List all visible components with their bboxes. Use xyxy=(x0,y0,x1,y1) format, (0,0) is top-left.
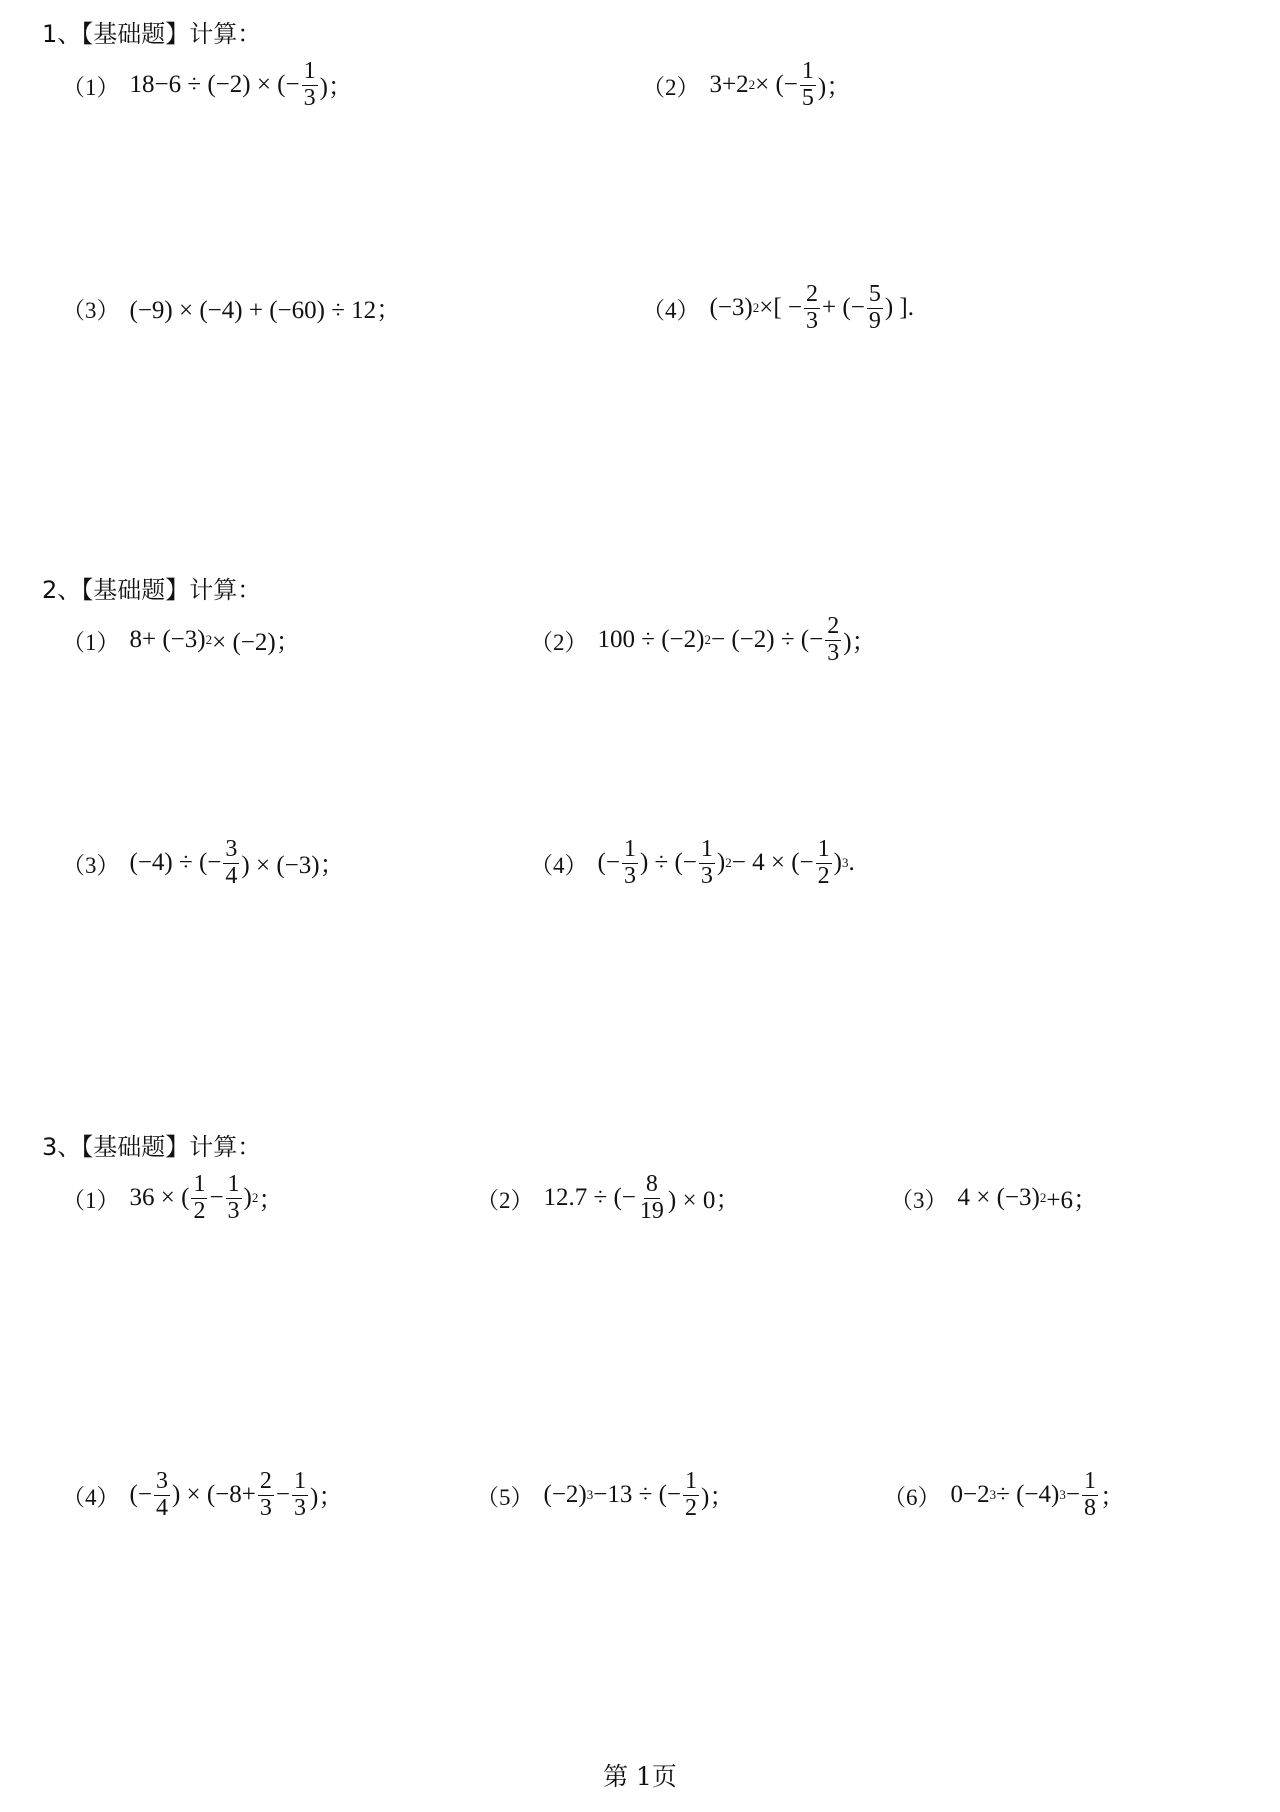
problem-label: （3） xyxy=(890,1187,948,1213)
fraction xyxy=(800,59,816,110)
section-3-header: 3、【基础题】计算： xyxy=(42,1133,262,1161)
expression-text: ； xyxy=(1099,1484,1125,1511)
problem-2-3 xyxy=(62,823,345,903)
problem-2-1 xyxy=(62,600,301,680)
numerator: 1 xyxy=(294,1468,306,1495)
problem-label: （2） xyxy=(642,74,700,100)
expression-text: 4 × (−3) xyxy=(957,1184,1040,1211)
numerator: 1 xyxy=(817,836,830,863)
expression-text: 12.7 ÷ (− xyxy=(543,1184,636,1211)
denominator: 2 xyxy=(193,1197,206,1224)
denominator: 4 xyxy=(225,862,238,889)
denominator: 4 xyxy=(155,1494,168,1521)
fraction xyxy=(638,1172,666,1223)
expression-text: ) ]. xyxy=(884,294,914,321)
expression-text: (−3) xyxy=(709,294,753,321)
problem-1-2 xyxy=(642,45,851,125)
numerator: 2 xyxy=(259,1468,272,1495)
expression-text: ) × (−3)； xyxy=(241,852,345,879)
problem-3-1 xyxy=(62,1158,283,1238)
problem-label: （1） xyxy=(62,1187,120,1213)
expression-text: )； xyxy=(843,629,877,656)
exponent: 2 xyxy=(251,1190,259,1205)
fraction xyxy=(683,1469,699,1520)
expression-text: 0−2 xyxy=(950,1481,990,1508)
numerator: 1 xyxy=(1083,1468,1096,1495)
exponent: 3 xyxy=(1059,1487,1066,1502)
expression-text: (−4) ÷ (− xyxy=(129,849,222,876)
section-1-header: 1、【基础题】计算： xyxy=(42,20,262,48)
fraction xyxy=(226,1172,242,1223)
fraction xyxy=(867,282,883,333)
numerator: 1 xyxy=(193,1171,206,1198)
problem-3-2 xyxy=(476,1158,740,1238)
page-number: 第 1页 xyxy=(603,1762,677,1791)
problem-label: （2） xyxy=(476,1187,534,1213)
numerator: 8 xyxy=(645,1171,658,1198)
numerator: 3 xyxy=(225,836,238,863)
expression-text: + (− xyxy=(822,294,865,321)
expression-text: − 4 × (− xyxy=(731,849,814,876)
fraction xyxy=(191,1172,207,1223)
problem-1-4 xyxy=(642,268,914,348)
problem-label: （1） xyxy=(62,74,120,100)
expression-text: 3+2 xyxy=(709,71,749,98)
expression-text: ) xyxy=(833,849,842,876)
fraction xyxy=(622,837,638,888)
problem-label: （2） xyxy=(530,629,588,655)
expression-text: (−2) xyxy=(543,1481,587,1508)
section-2-header: 2、【基础题】计算： xyxy=(42,576,262,604)
numerator: 1 xyxy=(227,1171,240,1198)
expression-text: )； xyxy=(817,74,852,101)
expression-text: (−9) × (−4) + (−60) ÷ 12； xyxy=(129,297,402,324)
denominator: 3 xyxy=(806,307,819,334)
fraction xyxy=(258,1469,274,1520)
denominator: 3 xyxy=(303,84,316,111)
exponent: 3 xyxy=(841,855,849,870)
expression-text: (− xyxy=(597,849,620,876)
numerator: 3 xyxy=(155,1468,168,1495)
denominator: 9 xyxy=(868,307,881,334)
denominator: 3 xyxy=(227,1197,240,1224)
expression-text: ÷ (−4) xyxy=(996,1481,1060,1508)
expression-text: ) × (−8+ xyxy=(171,1481,256,1508)
denominator: 8 xyxy=(1083,1494,1096,1521)
expression-text: −13 ÷ (− xyxy=(593,1481,681,1508)
expression-text: ) ÷ (− xyxy=(639,849,697,876)
denominator: 3 xyxy=(294,1494,306,1521)
numerator: 1 xyxy=(685,1468,697,1495)
problem-label: （3） xyxy=(62,297,120,323)
exponent: 2 xyxy=(752,300,760,315)
expression-text: 18−6 ÷ (−2) × (− xyxy=(129,71,300,98)
denominator: 3 xyxy=(827,639,840,666)
exponent: 2 xyxy=(748,77,756,92)
problem-label: （5） xyxy=(476,1484,534,1510)
expression-text: − (−2) ÷ (− xyxy=(710,626,824,653)
expression-text: × (−2)； xyxy=(212,629,301,656)
numerator: 5 xyxy=(868,281,881,308)
expression-text: ×[ − xyxy=(759,294,803,321)
expression-text: − xyxy=(275,1481,290,1508)
numerator: 2 xyxy=(827,613,840,640)
denominator: 3 xyxy=(259,1494,272,1521)
expression-text: (− xyxy=(129,1481,152,1508)
fraction xyxy=(223,837,239,888)
expression-text: )； xyxy=(319,74,353,101)
denominator: 19 xyxy=(639,1197,664,1224)
fraction xyxy=(1082,1469,1098,1520)
fraction xyxy=(825,614,841,665)
expression-text: × (− xyxy=(755,71,798,98)
problem-2-4 xyxy=(530,823,855,903)
fraction xyxy=(302,59,318,110)
exponent: 2 xyxy=(704,632,711,647)
expression-text: ) × 0； xyxy=(667,1187,741,1214)
numerator: 1 xyxy=(700,836,713,863)
problem-label: （3） xyxy=(62,852,120,878)
expression-text: 100 ÷ (−2) xyxy=(597,626,705,653)
expression-text: )； xyxy=(310,1484,344,1511)
fraction xyxy=(816,837,832,888)
problem-1-1 xyxy=(62,45,353,125)
exponent: 2 xyxy=(205,632,213,647)
fraction xyxy=(804,282,820,333)
fraction xyxy=(154,1469,170,1520)
exponent: 2 xyxy=(1039,1190,1047,1205)
denominator: 3 xyxy=(700,862,713,889)
expression-text: ) xyxy=(243,1184,252,1211)
expression-text: 36 × ( xyxy=(129,1184,190,1211)
problem-label: （4） xyxy=(530,852,588,878)
numerator: 2 xyxy=(806,281,819,308)
denominator: 5 xyxy=(801,84,814,111)
expression-text: − xyxy=(1065,1481,1080,1508)
problem-2-2 xyxy=(530,600,877,680)
problem-label: （4） xyxy=(642,297,700,323)
problem-3-6 xyxy=(883,1455,1125,1535)
problem-label: （1） xyxy=(62,629,120,655)
expression-text: ) xyxy=(716,849,726,876)
fraction xyxy=(292,1469,308,1520)
expression-text: )； xyxy=(701,1484,735,1511)
fraction xyxy=(699,837,715,888)
denominator: 3 xyxy=(623,862,636,889)
problem-3-4 xyxy=(62,1455,343,1535)
problem-3-3 xyxy=(890,1158,1098,1238)
problem-label: （6） xyxy=(883,1484,941,1510)
exponent: 3 xyxy=(989,1487,997,1502)
denominator: 2 xyxy=(685,1494,697,1521)
numerator: 1 xyxy=(801,58,814,85)
problem-1-3 xyxy=(62,268,401,348)
expression-text: +6； xyxy=(1046,1187,1098,1214)
expression-text: . xyxy=(848,849,855,876)
denominator: 2 xyxy=(817,862,830,889)
expression-text: − xyxy=(209,1184,224,1211)
numerator: 1 xyxy=(623,836,636,863)
exponent: 3 xyxy=(586,1487,594,1502)
numerator: 1 xyxy=(303,58,316,85)
expression-text: 8+ (−3) xyxy=(129,626,206,653)
expression-text: ； xyxy=(258,1187,284,1214)
problem-3-5 xyxy=(476,1455,734,1535)
problem-label: （4） xyxy=(62,1484,120,1510)
exponent: 2 xyxy=(725,855,732,870)
